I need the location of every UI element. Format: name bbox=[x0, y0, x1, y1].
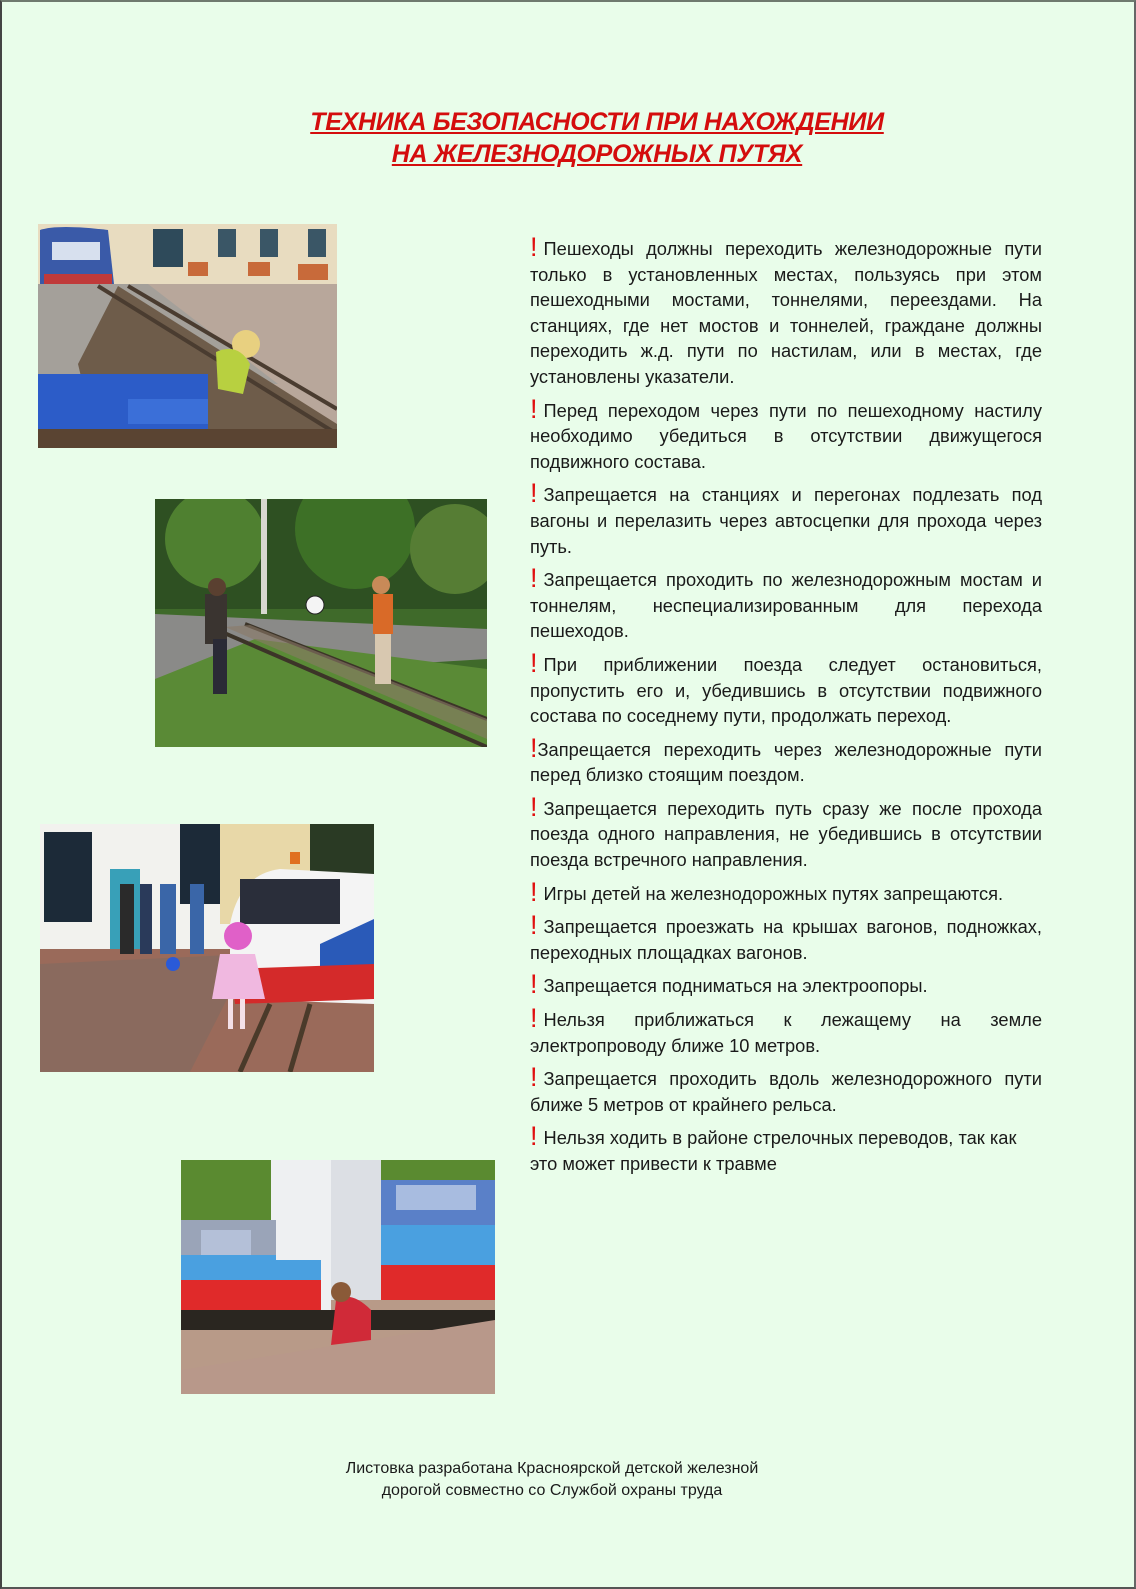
footer-line-1: Листовка разработана Красноярской детской железной bbox=[345, 1460, 759, 1477]
exclamation-icon: ! bbox=[530, 876, 538, 907]
rule-item bbox=[530, 732, 1042, 788]
rule-text: Запрещается подниматься на электроопоры. bbox=[543, 975, 928, 997]
rule-text: Запрещается проезжать на крышах вагонов, подножках, переходных площадках вагонов. bbox=[530, 916, 1042, 963]
exclamation-icon: ! bbox=[530, 478, 538, 509]
rule-item bbox=[530, 910, 1042, 965]
exclamation-icon: ! bbox=[530, 1003, 538, 1034]
safety-rules-list bbox=[530, 232, 1042, 1185]
rule-item bbox=[530, 393, 1042, 475]
exclamation-icon: ! bbox=[530, 1121, 538, 1152]
footer-credit bbox=[252, 1458, 852, 1502]
rule-text: Игры детей на железнодорожных путях запрещаются. bbox=[543, 882, 1004, 904]
rule-item bbox=[530, 969, 1042, 1000]
rule-text: Пешеходы должны переходить железнодорожные пути только в установленных местах, пользуясь при этом пешеходными мостами, тоннелями, переездами. На станциях, где нет мостов и тоннелей, граждане должны переходить ж.д. пути по настилам, или в местах, где установлены указатели. bbox=[530, 238, 1042, 387]
exclamation-icon: ! bbox=[530, 393, 538, 424]
exclamation-icon: ! bbox=[530, 791, 538, 822]
rule-item bbox=[530, 232, 1042, 390]
exclamation-icon: ! bbox=[530, 969, 538, 1000]
rule-text: Запрещается переходить через железнодорожные пути перед близко стоящим поездом. bbox=[530, 738, 1042, 786]
rule-item bbox=[530, 478, 1042, 559]
rule-text: При приближении поезда следует остановиться, пропустить его и, убедившись в отсутствии подвижного состава по соседнему пути, продолжать переход. bbox=[530, 653, 1042, 727]
rule-text: Запрещается проходить вдоль железнодорожного пути ближе 5 метров от крайнего рельса. bbox=[530, 1068, 1042, 1115]
rule-item bbox=[530, 563, 1042, 644]
rule-text: Перед переходом через пути по пешеходному настилу необходимо убедиться в отсутствии движущегося подвижного состава. bbox=[530, 399, 1042, 472]
rule-item bbox=[530, 791, 1042, 873]
photo-child-on-switch bbox=[38, 224, 337, 448]
rule-text: Запрещается переходить путь сразу же после прохода поезда одного направления, не убедившись в отсутствии поезда встречного направления. bbox=[530, 797, 1042, 871]
photo-child-under-wagons-image bbox=[181, 1160, 495, 1394]
photo-boys-football-image bbox=[155, 499, 487, 747]
rule-text: Запрещается на станциях и перегонах подлезать под вагоны и перелазить через автосцепки для прохода через путь. bbox=[530, 484, 1042, 557]
rule-item bbox=[530, 1121, 1042, 1176]
rule-text: Нельзя приближаться к лежащему на земле электропроводу ближе 10 метров. bbox=[530, 1009, 1042, 1056]
photo-girl-before-train bbox=[40, 824, 374, 1072]
photo-child-under-wagons bbox=[181, 1160, 495, 1394]
rule-item bbox=[530, 1062, 1042, 1117]
rule-item bbox=[530, 1003, 1042, 1058]
photo-boys-football-on-tracks bbox=[155, 499, 487, 747]
photo-girl-before-train-image bbox=[40, 824, 374, 1072]
page-title bbox=[252, 106, 942, 170]
exclamation-icon: ! bbox=[530, 1062, 538, 1093]
rule-text: Запрещается проходить по железнодорожным мостам и тоннелям, неспециализированным для перехода пешеходов. bbox=[530, 569, 1042, 642]
exclamation-icon: ! bbox=[530, 732, 538, 763]
exclamation-icon: ! bbox=[530, 910, 538, 941]
photo-child-on-switch-image bbox=[38, 224, 337, 448]
exclamation-icon: ! bbox=[530, 563, 538, 594]
title-line-1: ТЕХНИКА БЕЗОПАСНОСТИ ПРИ НАХОЖДЕНИИ bbox=[310, 108, 884, 136]
exclamation-icon: ! bbox=[530, 647, 538, 678]
rule-text: Нельзя ходить в районе стрелочных переводов, так как это может привести к травме bbox=[530, 1127, 1017, 1174]
exclamation-icon: ! bbox=[530, 232, 538, 262]
rule-item bbox=[530, 876, 1042, 907]
title-line-2: НА ЖЕЛЕЗНОДОРОЖНЫХ ПУТЯХ bbox=[391, 140, 803, 168]
footer-line-2: дорогой совместно со Службой охраны труда bbox=[381, 1482, 723, 1499]
rule-item bbox=[530, 647, 1042, 729]
